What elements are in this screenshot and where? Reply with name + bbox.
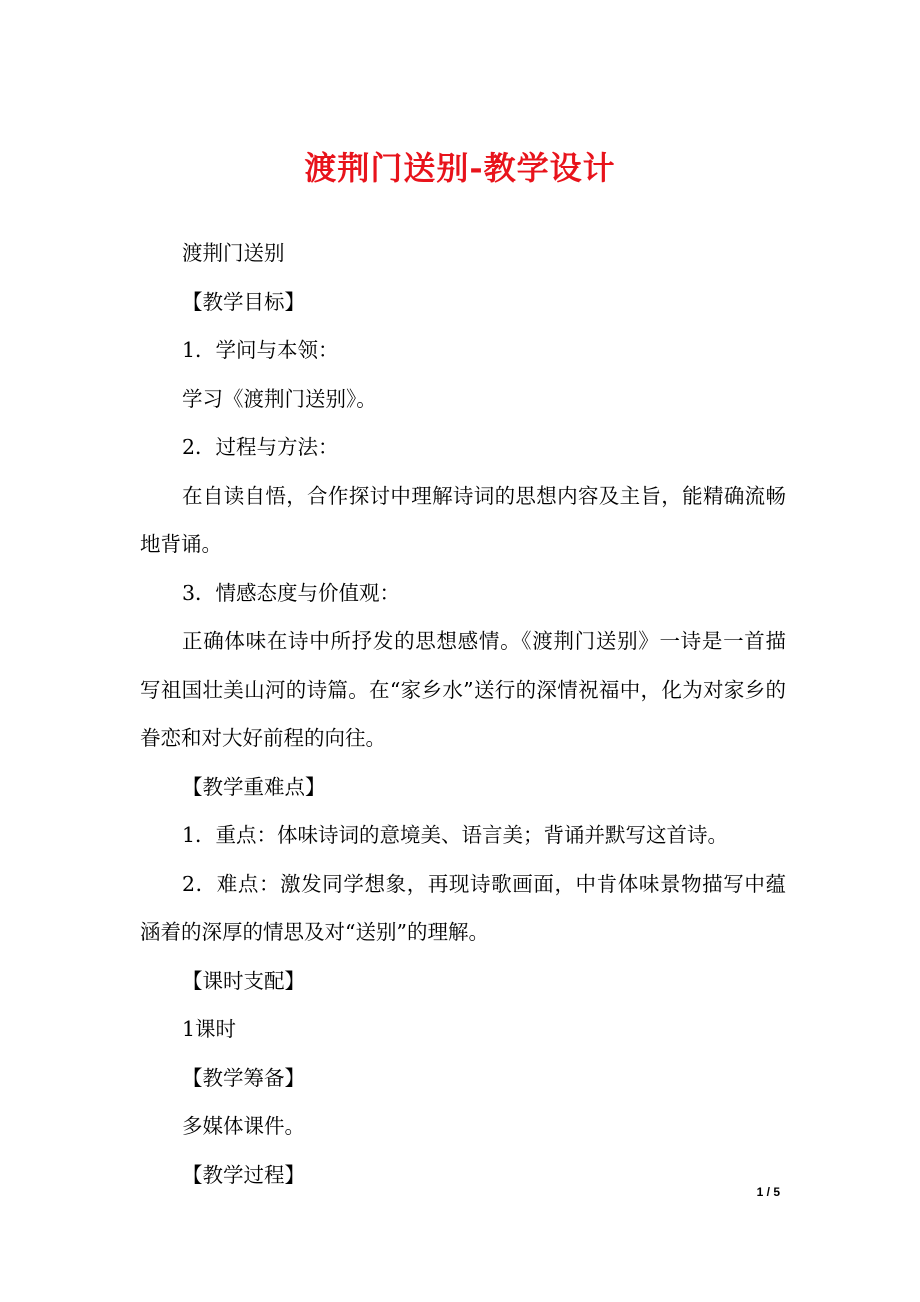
section-heading-objectives: 【教学目标】: [182, 289, 306, 314]
key-point-text: 1．重点：体味诗词的意境美、语言美；背诵并默写这首诗。: [182, 823, 729, 847]
objective-process-heading: 2．过程与方法：: [182, 435, 339, 459]
schedule-text: 1课时: [182, 1017, 237, 1041]
objective-emotion-heading: 3．情感态度与价值观：: [182, 580, 401, 605]
poem-name: 渡荆门送别: [182, 241, 285, 265]
section-heading-preparation: 【教学筹备】: [182, 1065, 306, 1090]
document-title: 渡荆门送别-教学设计: [304, 149, 616, 187]
section-heading-key-points: 【教学重难点】: [182, 774, 326, 799]
section-heading-process: 【教学过程】: [182, 1162, 306, 1187]
document-body: [140, 229, 786, 1199]
section-heading-schedule: 【课时支配】: [182, 968, 306, 993]
objective-emotion-text: 正确体味在诗中所抒发的思想感情。《渡荆门送别》一诗是一首描写祖国壮美山河的诗篇。在“家乡水”送行的深情祝福中，化为对家乡的眷恋和对大好前程的向往。: [140, 629, 786, 750]
objective-knowledge-text: 学习《渡荆门送别》。: [182, 386, 377, 411]
difficulty-text: 2．难点：激发同学想象，再现诗歌画面，中肯体味景物描写中蕴涵着的深厚的情思及对“送别”的理解。: [140, 871, 786, 944]
objective-process-text: 在自读自悟，合作探讨中理解诗词的思想内容及主旨，能精确流畅地背诵。: [140, 483, 786, 556]
preparation-text: 多媒体课件。: [182, 1114, 306, 1138]
objective-knowledge-heading: 1．学问与本领：: [182, 338, 339, 362]
page-number: 1 / 5: [756, 1185, 780, 1199]
